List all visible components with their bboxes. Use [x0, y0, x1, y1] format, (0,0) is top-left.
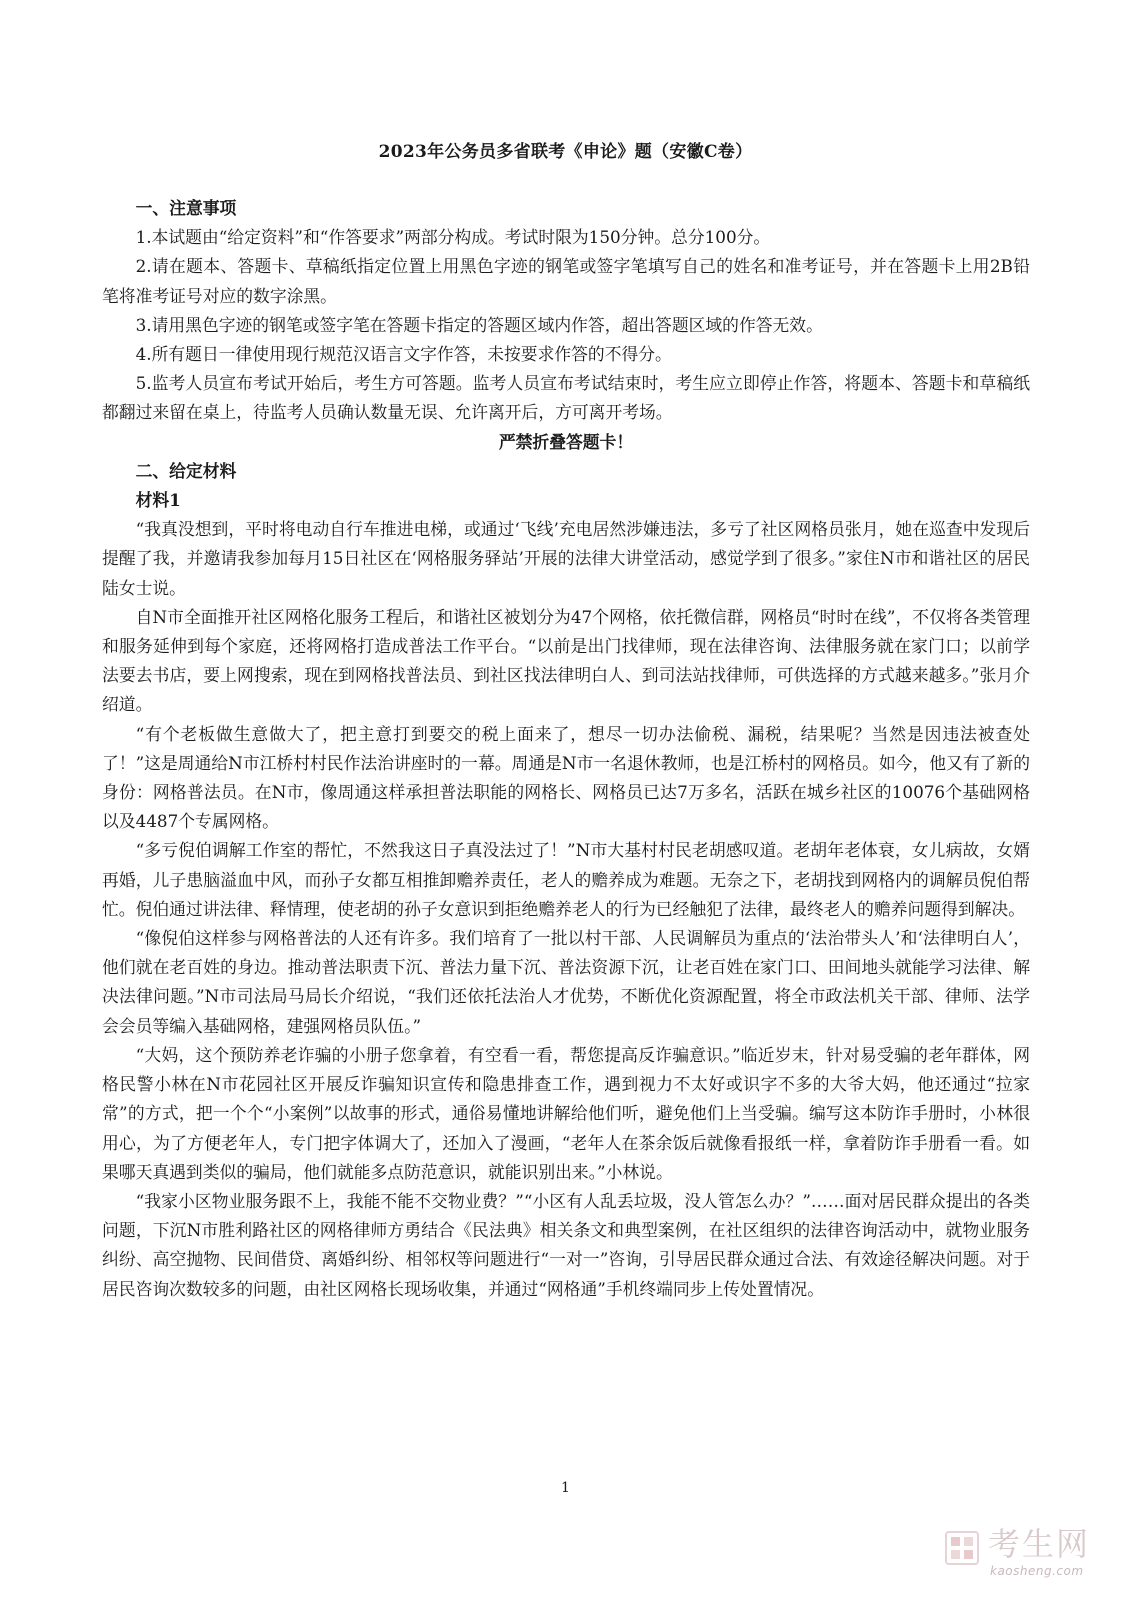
notice-item: 5.监考人员宣布考试开始后，考生方可答题。监考人员宣布考试结束时，考生应立即停止作答，将题本、答题卡和草稿纸都翻过来留在桌上，待监考人员确认数量无误、允许离开后，方可离开考场。 — [102, 373, 1030, 423]
material-paragraph: “大妈，这个预防养老诈骗的小册子您拿着，有空看一看，帮您提高反诈骗意识。”临近岁末，针对易受骗的老年群体，网格民警小林在N市花园社区开展反诈骗知识宣传和隐患排查工作，遇到视力不太好或识字不多的大爷大妈，他还通过“拉家常”的方式，把一个个“小案例”以故事的形式，通俗易懂地讲解给他们听，避免他们上当受骗。编写这本防诈手册时，小林很用心，为了方便老年人，专门把字体调大了，还加入了漫画，“老年人在茶余饭后就像看报纸一样，拿着防诈手册看一看。如果哪天真遇到类似的骗局，他们就能多点防范意识，就能识别出来。”小林说。 — [102, 1044, 1030, 1182]
notice-item: 4.所有题日一律使用现行规范汉语言文字作答，未按要求作答的不得分。 — [135, 344, 672, 365]
notice-item: 1.本试题由“给定资料”和“作答要求”两部分构成。考试时限为150分钟。总分100分。 — [135, 227, 771, 248]
material-paragraph: “我真没想到，平时将电动自行车推进电梯，或通过‘飞线’充电居然涉嫌违法，多亏了社区网格员张月，她在巡查中发现后提醒了我，并邀请我参加每月15日社区在‘网格服务驿站’开展的法律大讲堂活动，感觉学到了很多。”家住N市和谐社区的居民陆女士说。 — [102, 519, 1030, 598]
notice-heading: 一、注意事项 — [135, 198, 237, 218]
materials-heading: 二、给定材料 — [135, 460, 237, 481]
material-paragraph: “我家小区物业服务跟不上，我能不能不交物业费？”“小区有人乱丢垃圾，没人管怎么办？”……面对居民群众提出的各类问题，下沉N市胜利路社区的网格律师方勇结合《民法典》相关条文和典型案例，在社区组织的法律咨询活动中，就物业服务纠纷、高空抛物、民间借贷、离婚纠纷、相邻权等问题进行“一对一”咨询，引导居民群众通过合法、有效途径解决问题。对于居民咨询次数较多的问题，由社区网格长现场收集，并通过“网格通”手机终端同步上传处置情况。 — [102, 1190, 1030, 1299]
material-paragraph: 自N市全面推开社区网格化服务工程后，和谐社区被划分为47个网格，依托微信群，网格员“时时在线”，不仅将各类管理和服务延伸到每个家庭，还将网格打造成普法工作平台。“以前是出门找律师，现在法律咨询、法律服务就在家门口；以前学法要去书店，要上网搜索，现在到网格找普法员、到社区找法律明白人、到司法站找律师，可供选择的方式越来越多。”张月介绍道。 — [102, 606, 1030, 715]
site-watermark — [944, 1522, 1114, 1584]
notice-item: 3.请用黑色字迹的钢笔或签字笔在答题卡指定的答题区域内作答，超出答题区域的作答无效。 — [135, 314, 823, 335]
material-paragraph: “像倪伯这样参与网格普法的人还有许多。我们培育了一批以村干部、人民调解员为重点的‘法治带头人’和‘法律明白人’，他们就在老百姓的身边。推动普法职责下沉、普法力量下沉、普法资源下沉，让老百姓在家门口、田间地头就能学习法律、解决法律问题。”N市司法局马局长介绍说，“我们还依托法治人才优势，不断优化资源配置，将全市政法机关干部、律师、法学会会员等编入基础网格，建强网格员队伍。” — [102, 928, 1030, 1036]
material-1-label: 材料1 — [135, 490, 181, 511]
notice-item: 2.请在题本、答题卡、草稿纸指定位置上用黑色字迹的钢笔或签字笔填写自己的姓名和准考证号，并在答题卡上用2B铅笔将准考证号对应的数字涂黑。 — [102, 256, 1030, 306]
watermark-text: 考生网 — [988, 1525, 1091, 1563]
answer-sheet-warning: 严禁折叠答题卡！ — [498, 431, 634, 452]
document-body — [102, 194, 1030, 1304]
kaosheng-logo-icon — [944, 1530, 980, 1566]
material-paragraph: “多亏倪伯调解工作室的帮忙，不然我这日子真没法过了！”N市大基村村民老胡感叹道。老胡年老体衰，女儿病故，女婿再婚，儿子患脑溢血中风，而孙子女都互相推卸赡养责任，老人的赡养成为难题。无奈之下，老胡找到网格内的调解员倪伯帮忙。倪伯通过讲法律、释情理，使老胡的孙子女意识到拒绝赡养老人的行为已经触犯了法律，最终老人的赡养问题得到解决。 — [102, 840, 1030, 919]
page-number: 1 — [561, 1480, 570, 1496]
watermark-url: kaosheng.com — [990, 1564, 1084, 1578]
document-title: 2023年公务员多省联考《申论》题（安徽C卷） — [378, 142, 753, 162]
material-paragraph: “有个老板做生意做大了，把主意打到要交的税上面来了，想尽一切办法偷税、漏税，结果呢？当然是因违法被查处了！”这是周通给N市江桥村村民作法治讲座时的一幕。周通是N市一名退休教师，也是江桥村的网格员。如今，他又有了新的身份：网格普法员。在N市，像周通这样承担普法职能的网格长、网格员已达7万多名，活跃在城乡社区的10076个基础网格以及4487个专属网格。 — [102, 723, 1030, 832]
